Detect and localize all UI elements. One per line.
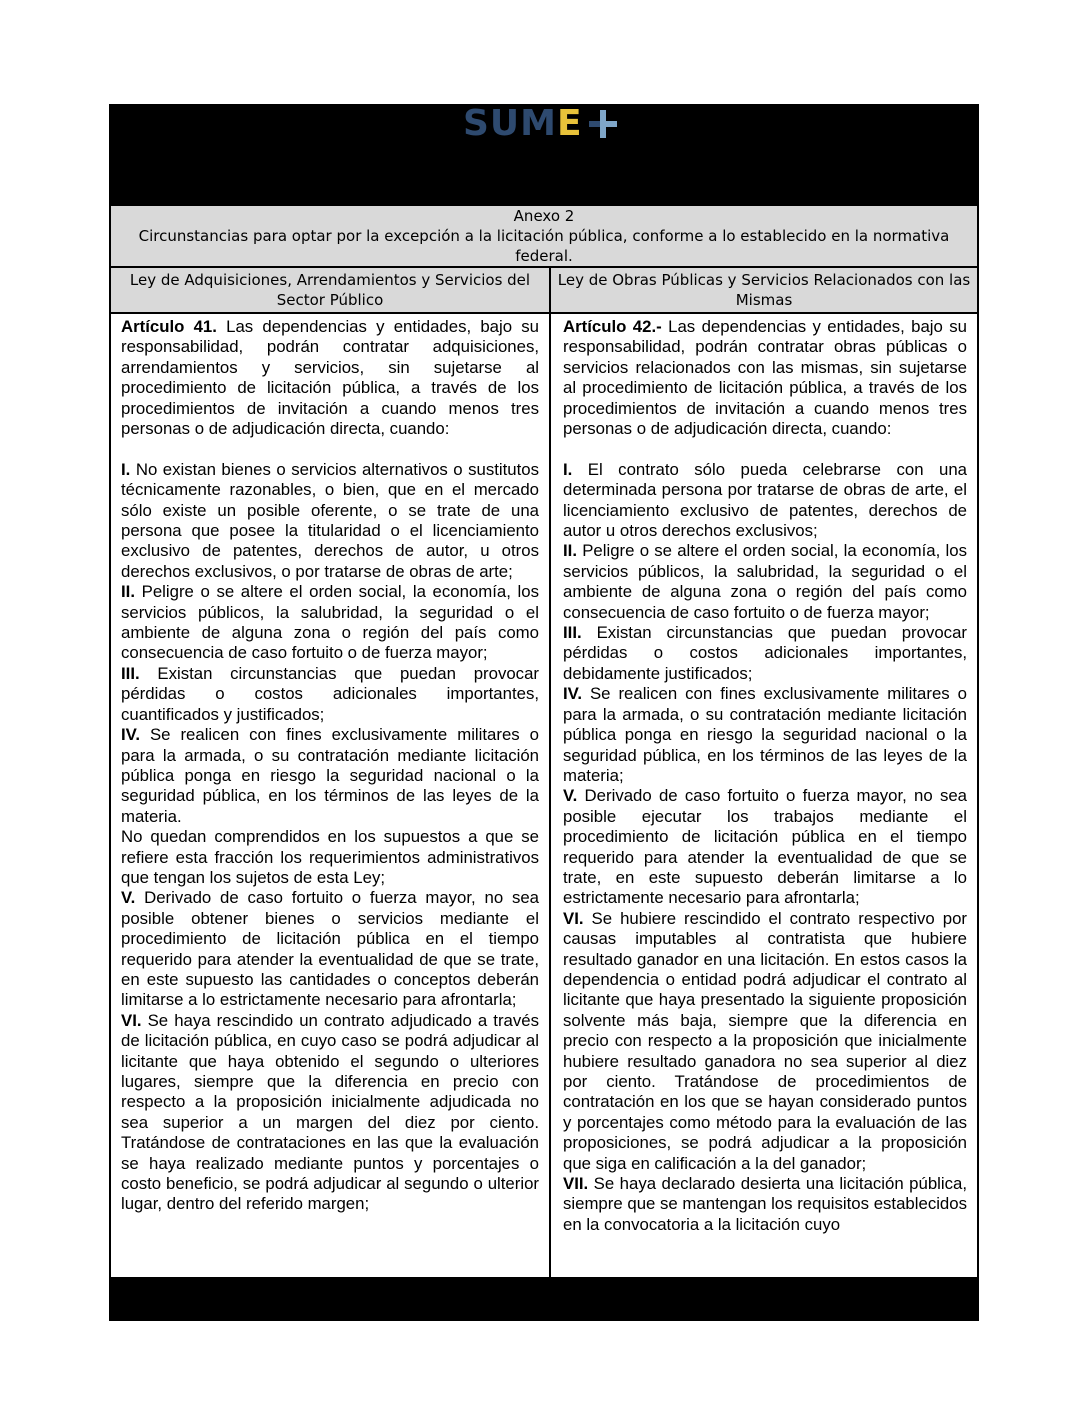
- article-42-intro: Artículo 42.- Las dependencias y entidades, bajo su responsabilidad, podrán contratar obras públicas o servicios relacionados con las mismas, sin sujetarse al procedimiento de licitación pública, a través de los procedimientos de invitación a cuando menos tres personas o de adjudicación directa, cuando:: [563, 317, 967, 439]
- list-item: II. Peligre o se altere el orden social, la economía, los servicios públicos, la salubridad, la seguridad o el ambiente de alguna zona o región del país como consecuencia de caso fortuito o de fuerza mayor;: [121, 582, 539, 663]
- list-item: VII. Se haya declarado desierta una licitación pública, siempre que se mantengan los requisitos establecidos en la convocatoria a la licitación cuyo: [563, 1174, 967, 1234]
- annex-title-block: [111, 206, 977, 266]
- list-item: I. El contrato sólo pueda celebrarse con una determinada persona por tratarse de obras de arte, el licenciamiento exclusivo de patentes, derechos de autor u otros derechos exclusivos;: [563, 459, 967, 541]
- sume-logo: [463, 104, 619, 144]
- list-item: VI. Se hubiere rescindido el contrato respectivo por causas imputables al contratista que hubiere resultado ganador en una licitación. En estos casos la dependencia o entidad podrá adjudicar el contrato al licitante que haya presentado la siguiente proposición solvente más baja, siempre que la diferencia en precio con respecto a la proposición que inicialmente hubiere resultado ganadora no sea superior al diez por ciento. Tratándose de procedimientos de contratación en los que se hayan considerado puntos y porcentajes como método para la evaluación de las proposiciones, se podrá adjudicar a la proposición que siga en calificación a la del ganador;: [563, 908, 967, 1173]
- list-item: IV. Se realicen con fines exclusivamente militares o para la armada, o su contratación mediante licitación pública ponga en riesgo la seguridad nacional o la seguridad pública, en los términos de las leyes de la materia.: [121, 725, 539, 826]
- plus-icon: [587, 108, 619, 140]
- list-item: II. Peligre o se altere el orden social, la economía, los servicios públicos, la salubridad, la seguridad o el ambiente de alguna zona o región del país como consecuencia de caso fortuito o de fuerza mayor;: [563, 541, 967, 622]
- left-column-body: [111, 314, 549, 1277]
- list-item: III. Existan circunstancias que puedan provocar pérdidas o costos adicionales importantes, cuantificados y justificados;: [121, 663, 539, 724]
- right-column-header: Ley de Obras Públicas y Servicios Relacionados con las Mismas: [551, 268, 977, 312]
- article-41-intro: Artículo 41. Las dependencias y entidades, bajo su responsabilidad, podrán contratar adquisiciones, arrendamientos y servicios, sin sujetarse al procedimiento de licitación pública, a través de los procedimientos de invitación a cuando menos tres personas o de adjudicación directa, cuando:: [121, 317, 539, 439]
- list-item: III. Existan circunstancias que puedan provocar pérdidas o costos adicionales importantes, debidamente justificados;: [563, 623, 967, 683]
- fraction-note: No quedan comprendidos en los supuestos a que se refiere esta fracción los requerimientos administrativos que tengan los sujetos de esta Ley;: [121, 827, 539, 887]
- list-item: V. Derivado de caso fortuito o fuerza mayor, no sea posible ejecutar los trabajos mediante el procedimiento de licitación pública en el tiempo requerido para atender la eventualidad de que se trate, en este supuesto deberán limitarse a lo estrictamente necesario para afrontarla;: [563, 786, 967, 908]
- annex-subtitle: Circunstancias para optar por la excepción a la licitación pública, conforme a lo establecido en la normativa federal.: [138, 227, 950, 265]
- annex-number: Anexo 2: [513, 207, 575, 225]
- list-item: V. Derivado de caso fortuito o fuerza mayor, no sea posible obtener bienes o servicios mediante el procedimiento de licitación pública en el tiempo requerido para atender la eventualidad de que se trate, en este supuesto las cantidades o conceptos deberán limitarse a lo estrictamente necesario para afrontarla;: [121, 888, 539, 1010]
- right-column-body: [551, 314, 977, 1277]
- logo-wordmark: SUME: [463, 103, 583, 144]
- list-item: IV. Se realicen con fines exclusivamente militares o para la armada, o su contratación mediante licitación pública ponga en riesgo la seguridad nacional o la seguridad pública, en los términos de las leyes de la materia;: [563, 684, 967, 785]
- list-item: VI. Se haya rescindido un contrato adjudicado a través de licitación pública, en cuyo caso se podrá adjudicar al licitante que haya obtenido el segundo o ulteriores lugares, siempre que la diferencia en precio con respecto a la proposición inicialmente adjudicada no sea superior a un margen del diez por ciento. Tratándose de contrataciones en las que la evaluación se haya realizado mediante puntos y porcentajes o costo beneficio, se podrá adjudicar al segundo o ulterior lugar, dentro del referido margen;: [121, 1010, 539, 1214]
- left-column-header: Ley de Adquisiciones, Arrendamientos y Servicios del Sector Público: [111, 268, 549, 312]
- list-item: I. No existan bienes o servicios alternativos o sustitutos técnicamente razonables, o bien, que en el mercado sólo existe un posible oferente, o se trate de una persona que posee la titularidad o el licenciamiento exclusivo de patentes, derechos de autor, u otros derechos exclusivos, o por tratarse de obras de arte;: [121, 459, 539, 581]
